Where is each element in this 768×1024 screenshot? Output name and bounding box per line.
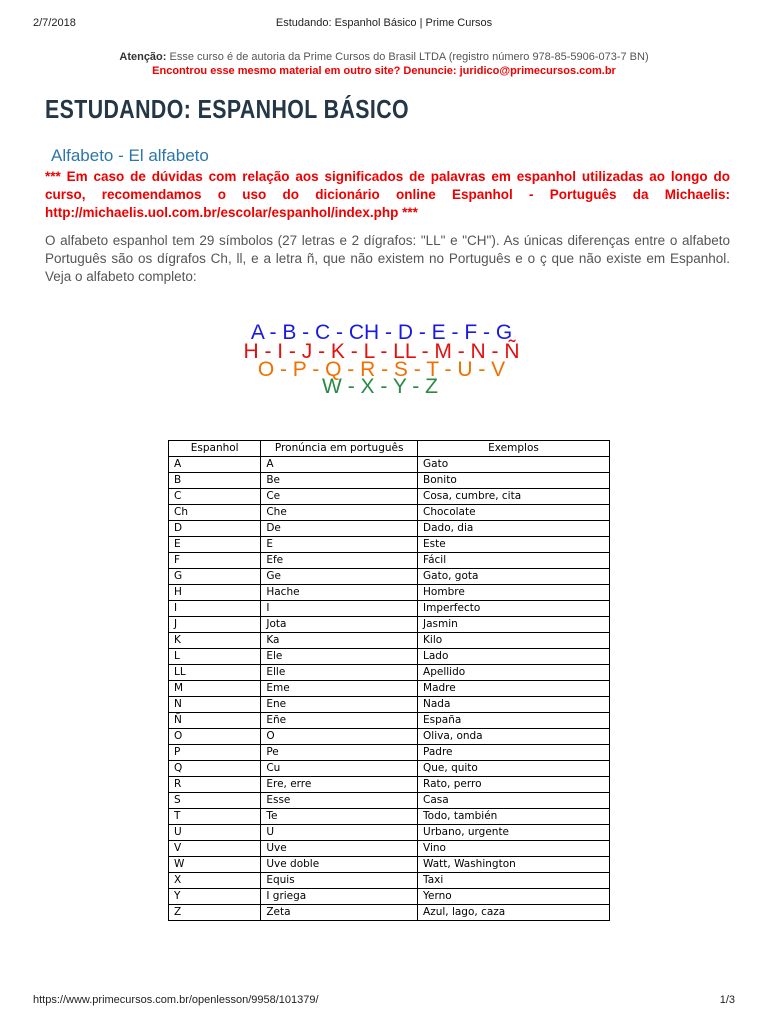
cell-pronunciation: Zeta [261,905,418,921]
cell-letter: M [169,681,261,697]
alphabet-line-4: W - X - Y - Z [322,375,438,398]
cell-examples: Todo, también [418,809,610,825]
cell-pronunciation: I griega [261,889,418,905]
cell-examples: Apellido [418,665,610,681]
cell-letter: D [169,521,261,537]
print-header-title: Estudando: Espanhol Básico | Prime Cursos [275,17,493,29]
cell-pronunciation: Ene [261,697,418,713]
table-row [169,857,610,873]
cell-examples: Oliva, onda [418,729,610,745]
cell-pronunciation: Ce [261,489,418,505]
cell-examples: Chocolate [418,505,610,521]
cell-letter: K [169,633,261,649]
cell-letter: W [169,857,261,873]
cell-pronunciation: Hache [261,585,418,601]
print-date: 2/7/2018 [33,17,76,29]
alphabet-line-3: O - P - Q - R - S - T - U - V [257,358,506,381]
table-row [169,601,610,617]
table-row [169,553,610,569]
page-title: ESTUDANDO: ESPANHOL BÁSICO [45,94,410,124]
cell-letter: O [169,729,261,745]
table-row [169,569,610,585]
cell-letter: V [169,841,261,857]
cell-pronunciation: Che [261,505,418,521]
table-row [169,633,610,649]
print-footer-url: https://www.primecursos.com.br/openlesson/9958/101379/ [33,994,319,1006]
cell-examples: Azul, lago, caza [418,905,610,921]
table-row [169,473,610,489]
table-row [169,713,610,729]
cell-pronunciation: A [261,457,418,473]
cell-pronunciation: Ka [261,633,418,649]
table-row [169,681,610,697]
cell-pronunciation: I [261,601,418,617]
table-row [169,825,610,841]
cell-examples: Rato, perro [418,777,610,793]
cell-examples: España [418,713,610,729]
cell-examples: Padre [418,745,610,761]
table-row [169,889,610,905]
cell-examples: Lado [418,649,610,665]
cell-letter: Y [169,889,261,905]
table-row [169,729,610,745]
cell-examples: Taxi [418,873,610,889]
cell-letter: J [169,617,261,633]
table-row [169,457,610,473]
cell-pronunciation: E [261,537,418,553]
table-row [169,617,610,633]
table-row [169,793,610,809]
cell-examples: Imperfecto [418,601,610,617]
cell-letter: LL [169,665,261,681]
cell-examples: Casa [418,793,610,809]
cell-letter: E [169,537,261,553]
cell-pronunciation: Eñe [261,713,418,729]
section-title: Alfabeto - El alfabeto [51,146,209,165]
cell-examples: Cosa, cumbre, cita [418,489,610,505]
table-row [169,521,610,537]
table-row [169,585,610,601]
cell-pronunciation: Pe [261,745,418,761]
cell-pronunciation: Ere, erre [261,777,418,793]
cell-letter: L [169,649,261,665]
cell-examples: Watt, Washington [418,857,610,873]
cell-letter: A [169,457,261,473]
cell-letter: X [169,873,261,889]
cell-examples: Dado, dia [418,521,610,537]
cell-letter: Ch [169,505,261,521]
cell-pronunciation: Ele [261,649,418,665]
cell-examples: Nada [418,697,610,713]
cell-pronunciation: U [261,825,418,841]
cell-examples: Fácil [418,553,610,569]
table-row [169,905,610,921]
cell-examples: Gato [418,457,610,473]
table-row [169,873,610,889]
intro-paragraph: O alfabeto espanhol tem 29 símbolos (27 letras e 2 dígrafos: "LL" e "CH"). As únicas diferenças entre o alfabeto Português são os dígrafos Ch, ll, e a letra ñ, que não existem no Português e o ç que não existe em Espanhol. Veja o alfabeto completo: [45,233,730,284]
cell-examples: Kilo [418,633,610,649]
cell-letter: Q [169,761,261,777]
table-row [169,505,610,521]
notice-label: Atenção: [119,51,167,63]
alphabet-line-2: H - I - J - K - L - LL - M - N - Ñ [243,340,520,363]
table-row [169,809,610,825]
table-row [169,489,610,505]
table-row [169,841,610,857]
cell-examples: Vino [418,841,610,857]
cell-pronunciation: Eme [261,681,418,697]
table-header-row [169,441,610,457]
cell-pronunciation: Elle [261,665,418,681]
print-page-number: 1/3 [719,994,735,1006]
cell-letter: U [169,825,261,841]
cell-letter: T [169,809,261,825]
table-row [169,697,610,713]
cell-pronunciation: Efe [261,553,418,569]
header-spanish: Espanhol [169,441,261,457]
cell-examples: Gato, gota [418,569,610,585]
table-row [169,761,610,777]
table-row [169,537,610,553]
copyright-notice [0,50,768,78]
cell-letter: Z [169,905,261,921]
cell-pronunciation: O [261,729,418,745]
table-row [169,777,610,793]
cell-letter: N [169,697,261,713]
table-row [169,665,610,681]
cell-examples: Urbano, urgente [418,825,610,841]
cell-examples: Que, quito [418,761,610,777]
cell-pronunciation: Uve doble [261,857,418,873]
cell-letter: P [169,745,261,761]
cell-letter: F [169,553,261,569]
cell-pronunciation: Uve [261,841,418,857]
table-row [169,649,610,665]
cell-pronunciation: Esse [261,793,418,809]
cell-letter: H [169,585,261,601]
table-row [169,745,610,761]
alphabet-line-1: A - B - C - CH - D - E - F - G [250,321,513,344]
cell-pronunciation: Ge [261,569,418,585]
notice-text: Esse curso é de autoria da Prime Cursos do Brasil LTDA (registro número 978-85-5906-073-7 BN) [166,51,649,63]
header-pronunciation: Pronúncia em português [261,441,418,457]
cell-examples: Este [418,537,610,553]
cell-letter: C [169,489,261,505]
report-notice[interactable]: Encontrou esse mesmo material em outro site? Denuncie: juridico@primecursos.com.br [152,65,616,77]
cell-examples: Jasmin [418,617,610,633]
cell-letter: S [169,793,261,809]
cell-pronunciation: Cu [261,761,418,777]
cell-pronunciation: De [261,521,418,537]
cell-examples: Bonito [418,473,610,489]
cell-letter: G [169,569,261,585]
cell-letter: R [169,777,261,793]
cell-letter: Ñ [169,713,261,729]
cell-pronunciation: Te [261,809,418,825]
cell-pronunciation: Jota [261,617,418,633]
cell-examples: Hombre [418,585,610,601]
cell-examples: Madre [418,681,610,697]
header-examples: Exemplos [418,441,610,457]
cell-letter: I [169,601,261,617]
cell-pronunciation: Equis [261,873,418,889]
cell-pronunciation: Be [261,473,418,489]
alphabet-table [168,440,610,921]
cell-examples: Yerno [418,889,610,905]
dictionary-warning[interactable]: *** Em caso de dúvidas com relação aos significados de palavras em espanhol utilizadas ao longo do curso, recomendamos o uso do dicionário online Espanhol - Português da Michaelis: http://michaelis.uol.com.br/escolar/espanhol/index.php *** [45,169,730,220]
cell-letter: B [169,473,261,489]
